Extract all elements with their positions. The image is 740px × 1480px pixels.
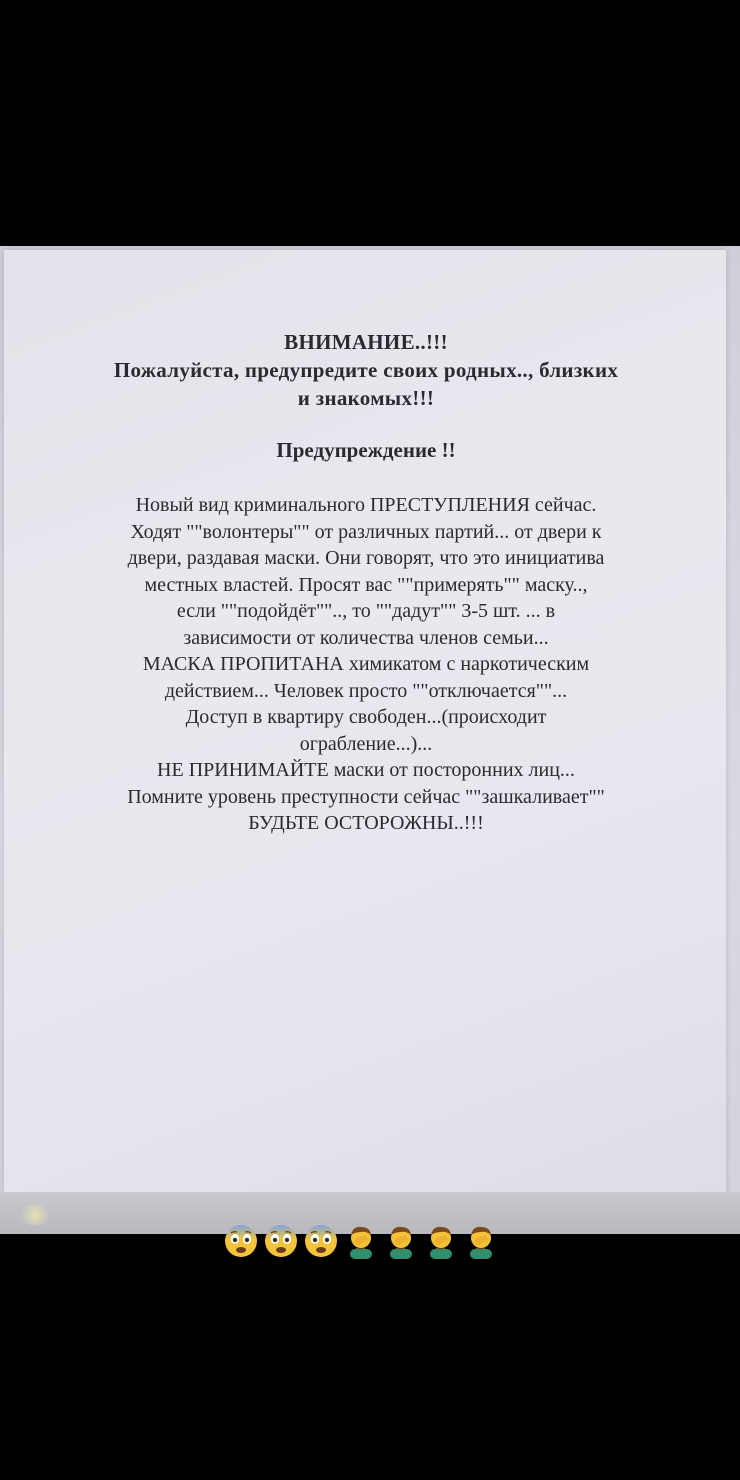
fearful-face-icon [262, 1223, 300, 1259]
notice-body-line: МАСКА ПРОПИТАНА химикатом с наркотическим [142, 653, 590, 675]
caption-emoji-row [222, 1223, 500, 1259]
notice-body-line: зависимости от количества членов семьи... [183, 626, 549, 649]
notice-body-line: ограбление...)... [299, 732, 433, 755]
notice-body-line: местных властей. Просят вас ""примерять"" маску.., [144, 573, 588, 596]
notice-body-line: Ходят ""волонтеры"" от различных партий... от двери к [130, 520, 602, 543]
facepalm-icon [342, 1223, 380, 1259]
facepalm-icon [422, 1223, 460, 1259]
notice-body-line: Новый вид криминального ПРЕСТУПЛЕНИЯ сейчас. [135, 494, 597, 516]
notice-subtitle-line-1: Пожалуйста, предупредите своих родных.., близких [113, 358, 619, 382]
fearful-face-icon [222, 1223, 260, 1259]
notice-body-line: двери, раздавая маски. Они говорят, что это инициатива [127, 547, 605, 569]
notice-body-line: если ""подойдёт"".., то ""дадут"" 3-5 шт. ... в [176, 600, 556, 622]
notice-photo [0, 246, 740, 1234]
notice-subtitle-line-2: и знакомых!!! [297, 386, 435, 410]
notice-body-line: действием... Человек просто ""отключается""... [164, 679, 568, 702]
facepalm-icon [382, 1223, 420, 1259]
notice-title: ВНИМАНИЕ..!!! [284, 330, 448, 354]
notice-body-line: БУДЬТЕ ОСТОРОЖНЫ..!!! [248, 812, 484, 834]
photo-glare [18, 1204, 52, 1226]
paper-sheet [4, 250, 726, 1194]
notice-text [26, 328, 706, 837]
notice-body-line: НЕ ПРИНИМАЙТЕ маски от посторонних лиц... [157, 759, 575, 781]
fearful-face-icon [302, 1223, 340, 1259]
facepalm-icon [462, 1223, 500, 1259]
notice-warning: Предупреждение !! [276, 438, 456, 462]
notice-body-line: Помните уровень преступности сейчас ""зашкаливает"" [127, 785, 605, 808]
notice-body-line: Доступ в квартиру свободен...(происходит [185, 706, 547, 728]
